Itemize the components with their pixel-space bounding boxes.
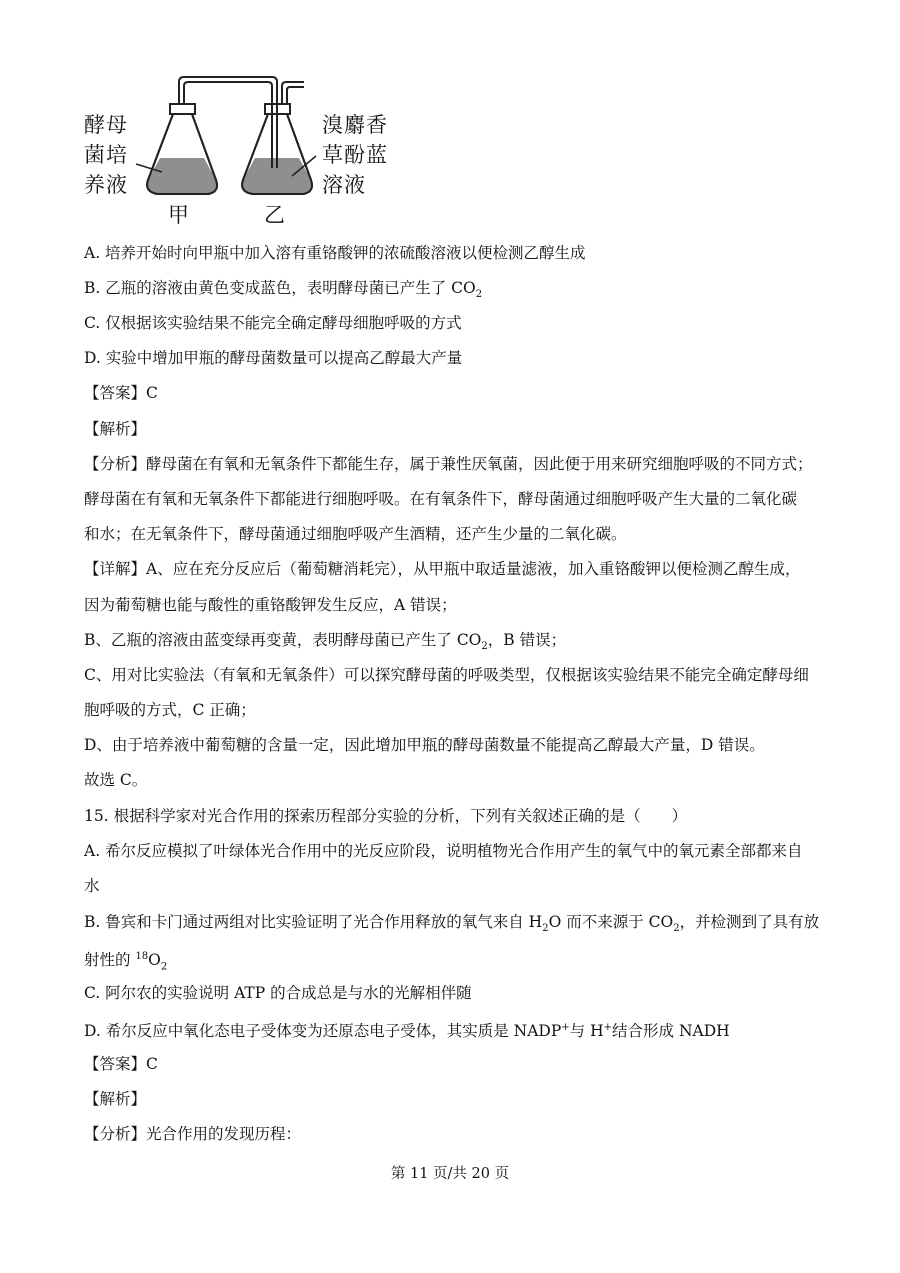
right-label xyxy=(322,110,388,200)
q15-stem: 15. 根据科学家对光合作用的探索历程部分实验的分析，下列有关叙述正确的是（ ） xyxy=(84,807,688,825)
subscript: 2 xyxy=(475,289,483,301)
q15-option-a: A. 希尔反应模拟了叶绿体光合作用中的光反应阶段，说明植物光合作用产生的氧气中的氧元素全部都来自 xyxy=(84,842,803,860)
text: D. 希尔反应中氧化态电子受体变为还原态电子受体，其实质是 NADP xyxy=(84,1022,562,1041)
superscript: + xyxy=(561,1022,570,1033)
left-label-line: 酵母 xyxy=(84,113,128,137)
left-label-line: 养液 xyxy=(84,173,128,197)
left-label xyxy=(84,110,128,200)
right-label-line: 溶液 xyxy=(322,173,366,197)
q14-detail-line: 因为葡萄糖也能与酸性的重铬酸钾发生反应，A 错误； xyxy=(84,596,457,614)
experiment-figure xyxy=(78,72,408,232)
q14-analysis-line: 和水；在无氧条件下，酵母菌通过细胞呼吸产生酒精，还产生少量的二氧化碳。 xyxy=(84,525,627,543)
q14-option-c: C. 仅根据该实验结果不能完全确定酵母细胞呼吸的方式 xyxy=(84,314,462,332)
q14-detail-line: 胞呼吸的方式，C 正确； xyxy=(84,701,256,719)
text: 结合形成 NADH xyxy=(612,1022,730,1041)
subscript: 2 xyxy=(673,923,680,935)
text: 与 H xyxy=(569,1022,604,1041)
subscript: 2 xyxy=(160,961,168,973)
q14-analysis-line: 酵母菌在有氧和无氧条件下都能进行细胞呼吸。在有氧条件下，酵母菌通过细胞呼吸产生大量的二氧化碳 xyxy=(84,490,798,508)
left-label-line: 菌培 xyxy=(84,143,128,167)
text: O 而不来源于 CO xyxy=(548,913,674,931)
text: B、乙瓶的溶液由蓝变绿再变黄，表明酵母菌已产生了 CO xyxy=(84,631,482,649)
page-footer: 第 11 页/共 20 页 xyxy=(390,1166,510,1182)
text: ，B 错误； xyxy=(487,631,567,649)
q15-option-b xyxy=(84,911,819,940)
q14-detail-line: C、用对比实验法（有氧和无氧条件）可以探究酵母菌的呼吸类型，仅根据该实验结果不能完全确定酵母细 xyxy=(84,666,809,684)
subscript: 2 xyxy=(481,641,488,653)
q14-analysis-heading: 【解析】 xyxy=(84,420,147,438)
superscript: 18 xyxy=(135,951,149,962)
flask-a-label: 甲 xyxy=(168,203,190,227)
q14-option-b xyxy=(84,277,482,306)
q14-option-a: A. 培养开始时向甲瓶中加入溶有重铬酸钾的浓硫酸溶液以便检测乙醇生成 xyxy=(84,244,586,262)
q14-option-d: D. 实验中增加甲瓶的酵母菌数量可以提高乙醇最大产量 xyxy=(84,349,463,367)
q15-analysis-line: 【分析】光合作用的发现历程： xyxy=(84,1125,302,1143)
q15-option-d xyxy=(84,1017,730,1042)
q15-option-c: C. 阿尔农的实验说明 ATP 的合成总是与水的光解相伴随 xyxy=(84,984,472,1002)
right-label-line: 溴麝香 xyxy=(322,113,388,137)
q14-answer: 【答案】C xyxy=(84,384,158,402)
q15-answer: 【答案】C xyxy=(84,1055,158,1073)
text: B. 鲁宾和卡门通过两组对比实验证明了光合作用释放的氧气来自 H xyxy=(84,913,543,931)
text: 射性的 xyxy=(84,951,136,970)
q14-detail-line xyxy=(84,629,566,658)
text: ，并检测到了具有放 xyxy=(679,913,820,931)
q14-detail-line: D、由于培养液中葡萄糖的含量一定，因此增加甲瓶的酵母菌数量不能提高乙醇最大产量，D 错误。 xyxy=(84,736,765,754)
text: B. 乙瓶的溶液由黄色变成蓝色，表明酵母菌已产生了 CO xyxy=(84,279,476,297)
q15-option-b-cont xyxy=(84,946,167,978)
q14-conclusion: 故选 C。 xyxy=(84,771,148,789)
q15-analysis-heading: 【解析】 xyxy=(84,1090,147,1108)
subscript: 2 xyxy=(542,923,549,935)
q14-detail-line: 【详解】A、应在充分反应后（葡萄糖消耗完），从甲瓶中取适量滤液，加入重铬酸钾以便检测乙醇生成， xyxy=(84,560,801,578)
text: O xyxy=(148,951,161,970)
q14-analysis-line: 【分析】酵母菌在有氧和无氧条件下都能生存，属于兼性厌氧菌，因此便于用来研究细胞呼吸的不同方式； xyxy=(84,455,813,473)
q15-option-a-cont: 水 xyxy=(84,877,100,895)
flask-b-label: 乙 xyxy=(264,203,286,227)
right-label-line: 草酚蓝 xyxy=(322,143,388,167)
superscript: + xyxy=(603,1022,613,1033)
